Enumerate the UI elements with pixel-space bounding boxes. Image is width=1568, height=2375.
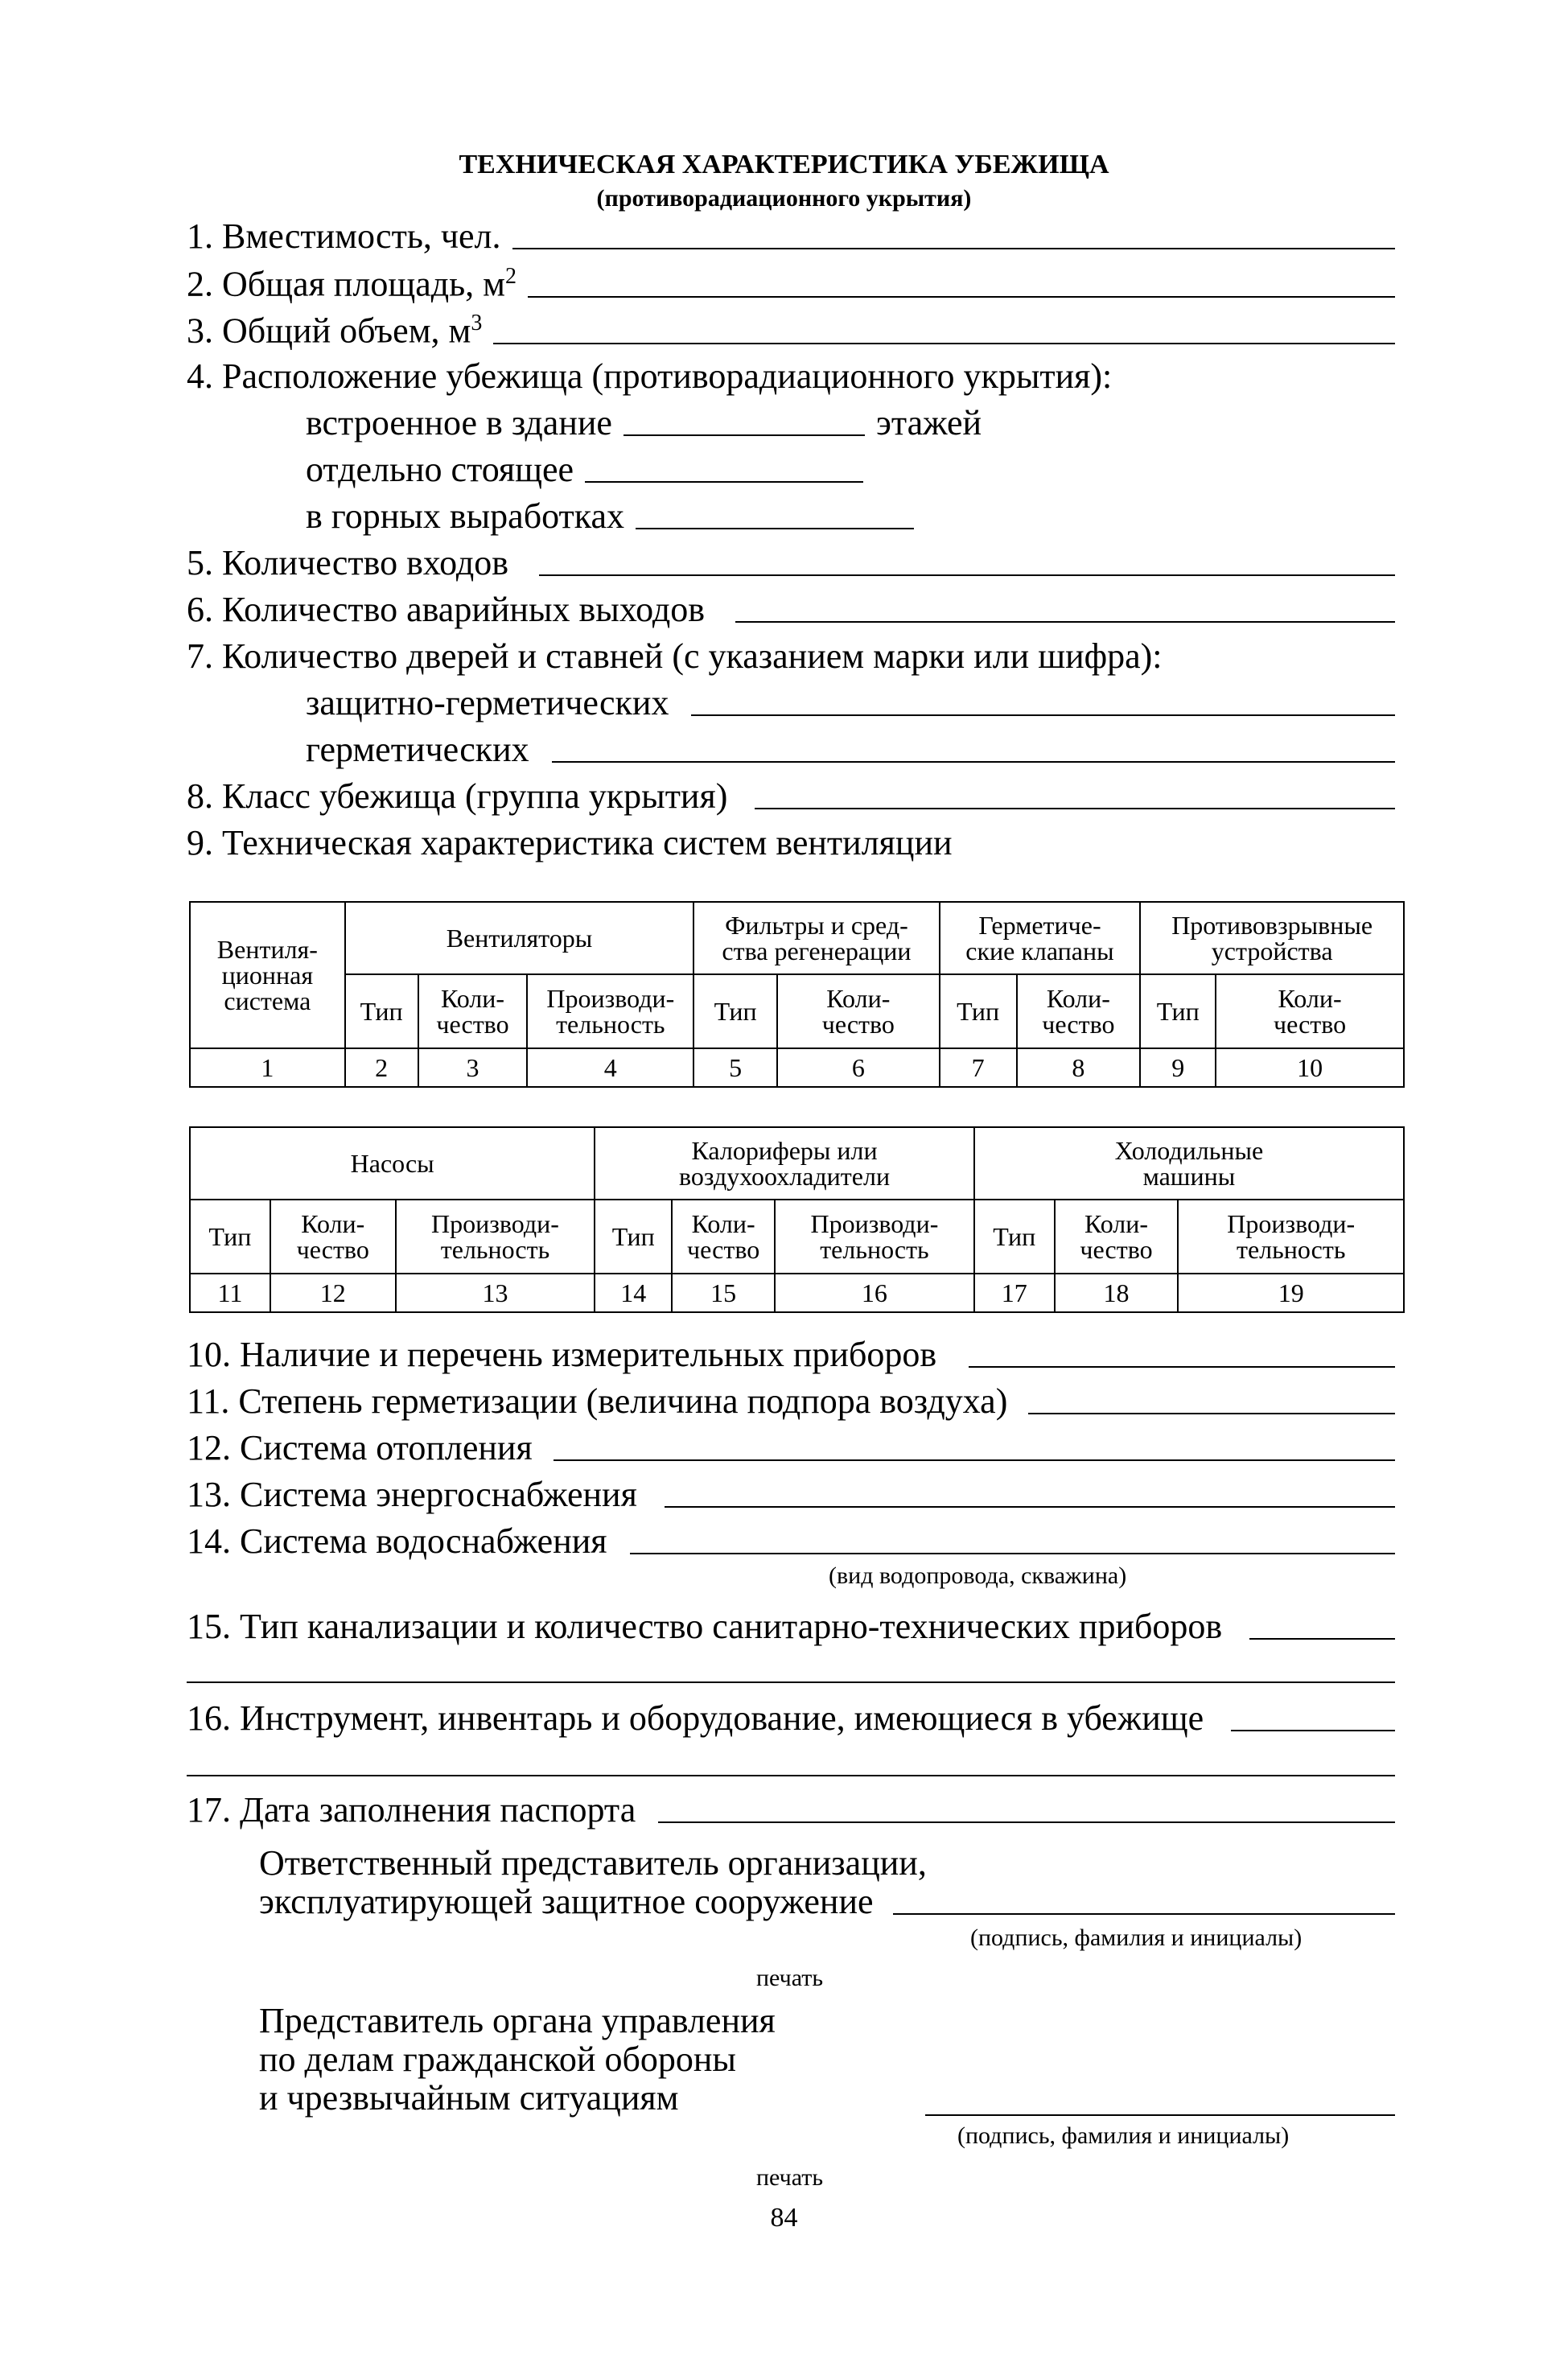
item-sewerage bbox=[187, 1609, 1395, 1644]
item-shelter-class-field[interactable] bbox=[755, 808, 1395, 809]
item-date-label: 17. Дата заполнения паспорта bbox=[187, 1790, 636, 1830]
col-number: 4 bbox=[527, 1048, 693, 1087]
org-rep-line2 bbox=[259, 1884, 1395, 1920]
blast-type: Тип bbox=[1140, 974, 1216, 1048]
col-vent-system: Вентиля- ционная система bbox=[190, 902, 345, 1048]
org-rep-label-1: Ответственный представитель организации, bbox=[259, 1843, 927, 1883]
item-doors-hermetic-label: герметических bbox=[306, 730, 529, 769]
col-number: 8 bbox=[1017, 1048, 1141, 1087]
item-entrances-field[interactable] bbox=[539, 574, 1395, 576]
fans-perf: Производи- тельность bbox=[527, 974, 693, 1048]
item-doors-protective-label: защитно-герметических bbox=[306, 683, 669, 722]
item-doors-protective bbox=[306, 685, 1395, 721]
item-sewerage-extra-line[interactable] bbox=[187, 1681, 1395, 1683]
item-heating-label: 12. Система отопления bbox=[187, 1428, 533, 1467]
item-capacity-field[interactable] bbox=[512, 248, 1396, 249]
heaters-perf: Производи- тельность bbox=[775, 1200, 974, 1274]
org-rep-label-2: эксплуатирующей защитное сооружение bbox=[259, 1882, 874, 1921]
item-sewerage-label: 15. Тип канализации и количество санитарно-технических приборов bbox=[187, 1607, 1223, 1646]
equipment-table bbox=[189, 1126, 1405, 1313]
col-heaters: Калориферы или воздухоохладители bbox=[595, 1127, 973, 1200]
pumps-type: Тип bbox=[190, 1200, 270, 1274]
item-location-floors-label: этажей bbox=[875, 403, 982, 442]
pumps-perf: Производи- тельность bbox=[396, 1200, 595, 1274]
item-power bbox=[187, 1477, 1395, 1513]
item-location-built-in-field[interactable] bbox=[623, 434, 865, 436]
item-instruments bbox=[187, 1337, 1395, 1373]
item-capacity bbox=[187, 216, 1395, 256]
document-subtitle: (противорадиационного укрытия) bbox=[596, 185, 972, 212]
item-water-field[interactable] bbox=[630, 1553, 1395, 1554]
col-number: 7 bbox=[940, 1048, 1017, 1087]
valves-qty: Коли- чество bbox=[1017, 974, 1141, 1048]
item-doors-hermetic bbox=[306, 732, 1395, 768]
fans-type: Тип bbox=[345, 974, 418, 1048]
item-power-label: 13. Система энергоснабжения bbox=[187, 1475, 637, 1514]
blast-qty: Коли- чество bbox=[1216, 974, 1404, 1048]
gov-rep-label-1: Представитель органа управления bbox=[259, 2001, 776, 2040]
item-date bbox=[187, 1790, 1395, 1830]
col-number: 13 bbox=[396, 1274, 595, 1312]
item-volume bbox=[187, 312, 1395, 349]
col-number: 15 bbox=[672, 1274, 775, 1312]
item-doors bbox=[187, 636, 1163, 676]
col-number: 11 bbox=[190, 1274, 270, 1312]
gov-rep-label-3: и чрезвычайным ситуациям bbox=[259, 2078, 679, 2118]
item-area-field[interactable] bbox=[528, 296, 1395, 298]
item-capacity-label: 1. Вместимость, чел. bbox=[187, 216, 501, 256]
item-shelter-class bbox=[187, 776, 1395, 816]
gov-rep-line2 bbox=[259, 2042, 736, 2077]
item-entrances-label: 5. Количество входов bbox=[187, 543, 509, 582]
col-number: 14 bbox=[595, 1274, 672, 1312]
item-heating-field[interactable] bbox=[554, 1459, 1395, 1461]
item-volume-field[interactable] bbox=[493, 343, 1395, 344]
filters-qty: Коли- чество bbox=[777, 974, 940, 1048]
item-emergency-exits-label: 6. Количество аварийных выходов bbox=[187, 590, 706, 629]
col-fans: Вентиляторы bbox=[345, 902, 693, 974]
item-location-standalone-label: отдельно стоящее bbox=[306, 450, 574, 489]
item-area-label: 2. Общая площадь, $м^2$ bbox=[187, 264, 517, 304]
item-location-built-in bbox=[306, 405, 982, 441]
org-rep-signature-field[interactable] bbox=[893, 1913, 1395, 1915]
item-entrances bbox=[187, 545, 1395, 581]
item-location-mines-field[interactable] bbox=[636, 528, 914, 529]
page-number: 84 bbox=[770, 2203, 798, 2233]
item-instruments-label: 10. Наличие и перечень измерительных приборов bbox=[187, 1335, 937, 1374]
item-location-mines bbox=[306, 496, 914, 536]
item-location-built-in-label: встроенное в здание bbox=[306, 403, 612, 442]
chillers-qty: Коли- чество bbox=[1055, 1200, 1179, 1274]
item-volume-label: 3. Общий объем, $м^3$ bbox=[187, 311, 483, 351]
gov-rep-line3 bbox=[259, 2078, 679, 2118]
item-tools-field[interactable] bbox=[1231, 1730, 1395, 1731]
col-number: 19 bbox=[1178, 1274, 1404, 1312]
col-chillers: Холодильные машины bbox=[974, 1127, 1404, 1200]
item-sealing bbox=[187, 1381, 1395, 1421]
item-location bbox=[187, 356, 1395, 396]
col-number: 2 bbox=[345, 1048, 418, 1087]
item-date-field[interactable] bbox=[658, 1821, 1395, 1823]
item-location-standalone-field[interactable] bbox=[585, 481, 863, 483]
valves-type: Тип bbox=[940, 974, 1017, 1048]
col-pumps: Насосы bbox=[190, 1127, 595, 1200]
col-number: 18 bbox=[1055, 1274, 1179, 1312]
org-rep-signature-caption: (подпись, фамилия и инициалы) bbox=[970, 1924, 1303, 1951]
item-emergency-exits bbox=[187, 592, 1395, 628]
item-location-mines-label: в горных выработках bbox=[306, 496, 624, 536]
col-number: 5 bbox=[693, 1048, 777, 1087]
fans-qty: Коли- чество bbox=[418, 974, 528, 1048]
item-area bbox=[187, 265, 1395, 303]
item-water-label: 14. Система водоснабжения bbox=[187, 1521, 607, 1561]
col-number: 12 bbox=[270, 1274, 396, 1312]
item-sewerage-field[interactable] bbox=[1249, 1638, 1395, 1640]
item-power-field[interactable] bbox=[665, 1506, 1395, 1508]
gov-rep-signature-caption: (подпись, фамилия и инициалы) bbox=[957, 2122, 1290, 2149]
col-number: 16 bbox=[775, 1274, 974, 1312]
col-valves: Герметиче- ские клапаны bbox=[940, 902, 1141, 974]
filters-type: Тип bbox=[693, 974, 777, 1048]
pumps-qty: Коли- чество bbox=[270, 1200, 396, 1274]
heaters-type: Тип bbox=[595, 1200, 672, 1274]
item-tools-extra-line[interactable] bbox=[187, 1775, 1395, 1776]
col-number: 6 bbox=[777, 1048, 940, 1087]
item-doors-label: 7. Количество дверей и ставней (с указанием марки или шифра): bbox=[187, 636, 1163, 676]
chillers-perf: Производи- тельность bbox=[1178, 1200, 1404, 1274]
stamp-label-1: печать bbox=[756, 1965, 824, 1991]
org-rep-line1 bbox=[259, 1843, 927, 1883]
item-ventilation bbox=[187, 825, 953, 861]
gov-rep-line1 bbox=[259, 2003, 776, 2039]
col-filters: Фильтры и сред- ства регенерации bbox=[693, 902, 939, 974]
item-sealing-field[interactable] bbox=[1028, 1413, 1395, 1414]
item-water bbox=[187, 1521, 1395, 1561]
item-emergency-exits-field[interactable] bbox=[735, 621, 1395, 623]
col-number: 17 bbox=[974, 1274, 1055, 1312]
item-water-caption: (вид водопровода, скважина) bbox=[829, 1562, 1127, 1589]
chillers-type: Тип bbox=[974, 1200, 1055, 1274]
gov-rep-signature-field[interactable] bbox=[925, 2114, 1395, 2116]
col-number: 9 bbox=[1140, 1048, 1216, 1087]
item-instruments-field[interactable] bbox=[969, 1366, 1395, 1368]
ventilation-table bbox=[189, 901, 1405, 1088]
item-location-standalone bbox=[306, 452, 863, 488]
document-title: ТЕХНИЧЕСКАЯ ХАРАКТЕРИСТИКА УБЕЖИЩА bbox=[459, 150, 1109, 179]
item-shelter-class-label: 8. Класс убежища (группа укрытия) bbox=[187, 776, 728, 816]
stamp-label-2: печать bbox=[756, 2164, 824, 2191]
col-number: 3 bbox=[418, 1048, 528, 1087]
col-number: 10 bbox=[1216, 1048, 1404, 1087]
col-number: 1 bbox=[190, 1048, 345, 1087]
item-heating bbox=[187, 1430, 1395, 1466]
item-tools-label: 16. Инструмент, инвентарь и оборудование, имеющиеся в убежище bbox=[187, 1698, 1204, 1738]
col-blast-devices: Противовзрывные устройства bbox=[1140, 902, 1404, 974]
item-doors-protective-field[interactable] bbox=[691, 714, 1395, 716]
heaters-qty: Коли- чество bbox=[672, 1200, 775, 1274]
item-ventilation-label: 9. Техническая характеристика систем вентиляции bbox=[187, 823, 953, 862]
item-sealing-label: 11. Степень герметизации (величина подпора воздуха) bbox=[187, 1381, 1008, 1421]
gov-rep-label-2: по делам гражданской обороны bbox=[259, 2040, 736, 2079]
item-doors-hermetic-field[interactable] bbox=[552, 761, 1395, 763]
item-location-label: 4. Расположение убежища (противорадиационного укрытия): bbox=[187, 356, 1113, 396]
item-tools bbox=[187, 1698, 1395, 1738]
